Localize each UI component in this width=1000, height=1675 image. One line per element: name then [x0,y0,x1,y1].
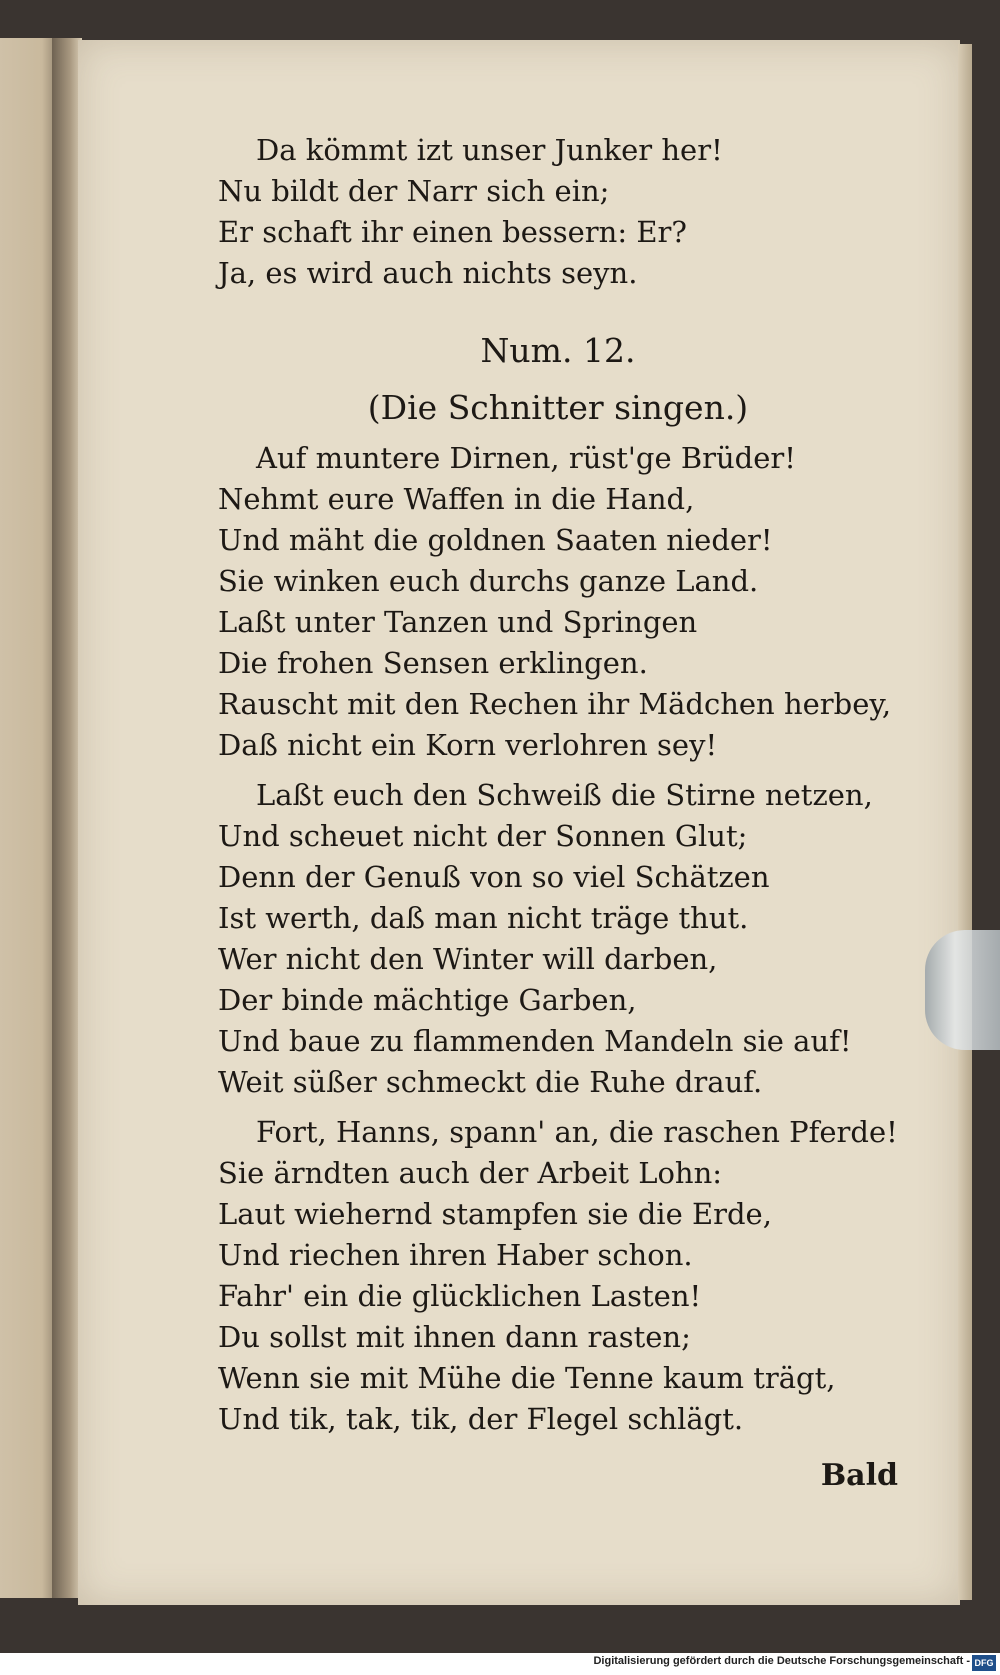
verse-line: Nu bildt der Narr sich ein; [218,174,610,208]
verse-line: Ja, es wird auch nichts seyn. [218,256,638,290]
stanza-1 [218,438,891,766]
verse-line: Weit süßer schmeckt die Ruhe drauf. [218,1065,763,1099]
verse-line: Wer nicht den Winter will darben, [218,942,718,976]
verse-line: Und baue zu flammenden Mandeln sie auf! [218,1024,852,1058]
facing-page-edge [0,38,60,1598]
digitization-footer [0,1653,1000,1675]
verse-line: Und riechen ihren Haber schon. [218,1238,693,1272]
verse-line: Und tik, tak, tik, der Flegel schlägt. [218,1402,744,1436]
book-page [78,40,960,1605]
page-fore-edge [958,44,972,1600]
footer-credit: Digitalisierung gefördert durch die Deutsche Forschungsgemeinschaft - [593,1655,970,1667]
verse-line: Und mäht die goldnen Saaten nieder! [218,523,773,557]
page-clip [925,930,1000,1050]
verse-line: Denn der Genuß von so viel Schätzen [218,860,770,894]
section-subtitle: (Die Schnitter singen.) [367,388,749,427]
verse-line: Laut wiehernd stampfen sie die Erde, [218,1197,772,1231]
verse-line: Ist werth, daß man nicht träge thut. [218,901,749,935]
verse-line: Du sollst mit ihnen dann rasten; [218,1320,691,1354]
verse-line: Sie winken euch durchs ganze Land. [218,564,759,598]
verse-line: Daß nicht ein Korn verlohren sey! [218,728,718,762]
catchword: Bald [820,1458,898,1493]
section-number: Num. 12. [480,331,636,370]
verse-line: Er schaft ihr einen bessern: Er? [218,215,687,249]
verse-line: Sie ärndten auch der Arbeit Lohn: [218,1156,723,1190]
verse-line: Fahr' ein die glücklichen Lasten! [218,1279,702,1313]
dfg-logo: DFG [972,1655,996,1671]
verse-line: Laßt euch den Schweiß die Stirne netzen, [256,778,873,812]
verse-line: Fort, Hanns, spann' an, die raschen Pferde! [256,1115,898,1149]
verse-line: Wenn sie mit Mühe die Tenne kaum trägt, [218,1361,836,1395]
intro-stanza [218,130,723,294]
stanza-3 [218,1112,898,1440]
verse-line: Da kömmt izt unser Junker her! [256,133,723,167]
verse-line: Der binde mächtige Garben, [218,983,637,1017]
verse-line: Und scheuet nicht der Sonnen Glut; [218,819,748,853]
verse-line: Laßt unter Tanzen und Springen [218,605,698,639]
verse-line: Die frohen Sensen erklingen. [218,646,648,680]
verse-line: Nehmt eure Waffen in die Hand, [218,482,695,516]
verse-line: Auf muntere Dirnen, rüst'ge Brüder! [256,441,796,475]
stanza-2 [218,775,873,1103]
verse-line: Rauscht mit den Rechen ihr Mädchen herbey, [218,687,892,721]
